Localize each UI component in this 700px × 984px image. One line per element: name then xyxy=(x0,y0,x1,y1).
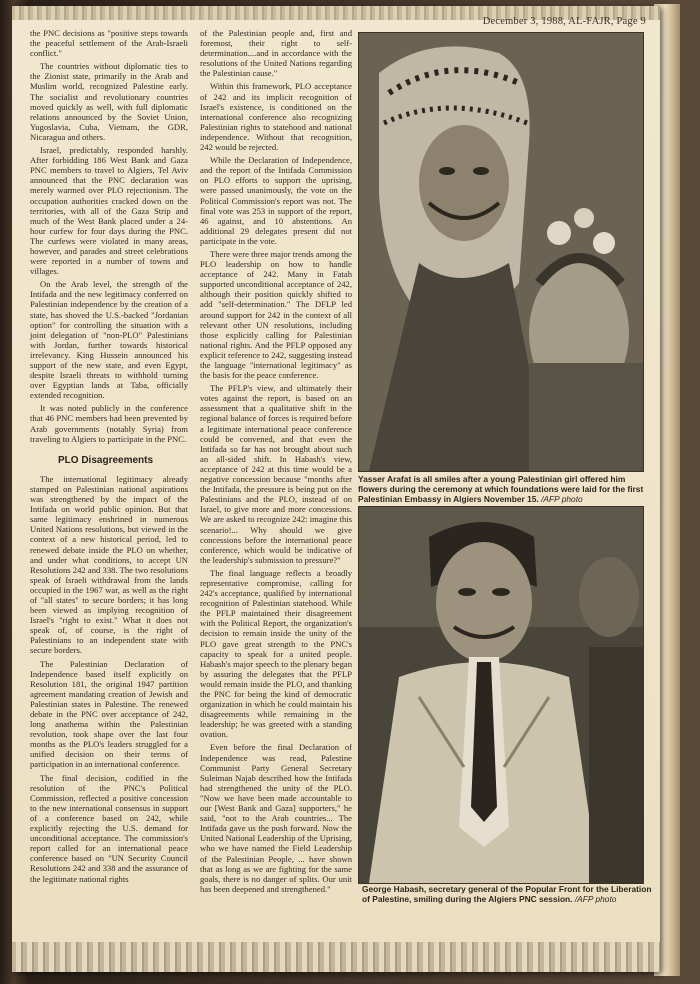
habash-photo xyxy=(358,506,644,884)
photo-caption-2 xyxy=(362,884,654,904)
paragraph: The final decision, codified in the resolution of the PNC's Political Commission, reflected a positive concession to the new international consensus in support of a conference based on 242, while explicitly rejecting the U.S. demand for unconditional acceptance. The commission's report called for an international peace conference based on "UN Security Council Resolutions 242 and 338 and the assurance of the legitimate national rights xyxy=(30,772,188,884)
photo-credit: /AFP photo xyxy=(574,894,617,904)
paragraph: The final language reflects a broadly representative compromise, calling for 242's acceptance, qualified by international recognition of Palestinian statehood. While the PFLP maintained their disagreement with the Political Report, the organization's decision to remain inside the unity of the PLO gave great strength to the PNC's capacity to speak for a united people. Habash's major speech to the plenary began by assuring the delegates that the PFLP would remain inside the PLO, and thanking the PNC for being the kind of democratic organization in which he could maintain his disagreements while remaining in the leadership; he was greeted with a standing ovation. xyxy=(200,567,352,740)
paragraph: The countries without diplomatic ties to the Zionist state, primarily in the Arab and Muslim world, recognized Palestine early. The socialist and revolutionary countries moved quickly as well, with full diplomatic relations announced by the Soviet Union, Yugoslavia, Cuba, Vietnam, the GDR, Nicaragua and others. xyxy=(30,61,188,142)
paragraph: the PNC decisions as "positive steps towards the peaceful settlement of the Arab-Israeli conflict." xyxy=(30,28,188,59)
arafat-photo-illustration xyxy=(359,33,643,471)
paragraph: Within this framework, PLO acceptance of 242 and its implicit recognition of Israel's existence, is conditioned on the international conference also recognizing Palestinian rights to statehood and national independence. Without that recognition, 242 would be rejected. xyxy=(200,81,352,153)
section-heading: PLO Disagreements xyxy=(58,454,154,466)
article-column-1 xyxy=(30,28,188,908)
paragraph: It was noted publicly in the conference that 46 PNC members had been prevented by Arab governments (notably Syria) from traveling to Algiers to participate in the PNC. xyxy=(30,403,188,444)
photo-credit: /AFP photo xyxy=(541,494,583,504)
torn-bottom-edge xyxy=(12,942,660,972)
paragraph: There were three major trends among the PLO leadership on how to handle acceptance of 242. Many in Fatah supported unconditional acceptance of 242, although their position quickly shifted to add "self-determination." The DFLP led around support for 242 in the context of all relevant other UN resolutions, including those explicitly calling for Palestinian national rights. And the PFLP opposed any explicit reference to 242, suggesting instead the language "international legitimacy" as the basis for the peace conference. xyxy=(200,248,352,381)
paragraph: The PFLP's view, and ultimately their votes against the report, is based on an assessment that a qualitative shift in the regional balance of forces is required before a legitimate international peace conference could be convened, and that even the Intifada so far has not brought about such an all-sided shift. In Habash's view, acceptance of 242 at this time would be a negative concession because "months after the Intifada, the pressure is being put on the Palestinians and the PLO, instead of on Israel, to give more and more concessions. We are asked to recognize 242: imagine this scenario!... Why should we give concessions before the international peace conference, which would be indicative of the leadership's submission to pressure?" xyxy=(200,383,352,565)
paragraph: Even before the final Declaration of Independence was read, Palestine Communist Party General Secretary Suleiman Najab described how the Intifada had strengthened the unity of the PLO. "Now we have been made accountable to our [West Bank and Gaza] supporters," he said, "not to the Arab countries... The Intifada gave us the push forward. Now the United National Leadership of the Uprising, who we have named the Field Leadership of the Palestinian People, ... have shown that as long as we are fighting for the same goals, there is no danger of splits. Our unit has been deepened and strengthened." xyxy=(200,742,352,894)
paragraph: Israel, predictably, responded harshly. After forbidding 186 West Bank and Gaza PNC members to travel to Algiers, Tel Aviv announced that the PNC declaration was merely warmed over PLO rejectionism. The occupation authorities cracked down on the territories, with all of the Gaza Strip and much of the West Bank placed under a 24-hour curfew for four days during the PNC. The curfews were violated in many areas, however, and parades and street celebrations were reported in a number of towns and villages. xyxy=(30,145,188,277)
article-column-2 xyxy=(200,28,352,903)
caption-text: George Habash, secretary general of the Popular Front for the Liberation of Palestine, smiling during the Algiers PNC session. xyxy=(362,884,652,904)
photo-caption-1 xyxy=(358,474,650,504)
paragraph: The Palestinian Declaration of Independence based itself explicitly on Resolution 181, the original 1947 partition agreement mandating creation of Jewish and Palestinian states in Palestine. The renewed debate in the PNC over acceptance of 242, long anathema within the Palestinian revolution, took shape over the last four months as the PLO's leaders struggled for a unified decision on their terms of participation in an international conference. xyxy=(30,658,188,770)
caption-text: Yasser Arafat is all smiles after a young Palestinian girl offered him flowers during the ceremony at which foundations were laid for the first Palestinian Embassy in Algiers November 15. xyxy=(358,474,644,504)
paragraph: of the Palestinian people and, first and foremost, their right to self-determination....and in accordance with the resolutions of the United Nations regarding the Palestinian cause." xyxy=(200,28,352,79)
habash-photo-illustration xyxy=(359,507,643,883)
paragraph: On the Arab level, the strength of the Intifada and the new legitimacy conferred on Palestinian independence by the creation of a state, has shoved the U.S.-backed "Jordanian option" for controlling the situation with a joint delegation of "non-PLO" Palestinians with Jordan, further towards historical irrelevancy. King Hussein announced his support of the new state, and even Egypt, despite Israeli threats to withhold turning over Egyptian lands at Taba, officially extended recognition. xyxy=(30,279,188,401)
newspaper-page xyxy=(12,6,660,972)
paragraph: While the Declaration of Independence, and the report of the Intifada Commission on PLO efforts to support the uprising, were passed unanimously, the vote on the Political Commission's report was not. The final vote was 253 in support of the report, 46 against, and 10 abstentions. An additional 29 delegates present did not participate in the vote. xyxy=(200,155,352,246)
paragraph: The international legitimacy already stamped on Palestinian national aspirations was strengthened by the impact of the Intifada on world public opinion. But that same legitimacy enshrined in numerous United Nations resolutions, but viewed in the context of a new historical period, led to renewed debate inside the PLO on whether, and under what conditions, to accept UN Resolutions 242 and 338. The two resolutions speak of Israeli withdrawal from the lands occupied in the 1967 war, as well as the right of "all states" to secure borders; it has long been viewed as implying recognition of Israel's "right to exist." What it does not speak of, of course, is the right of Palestinians to an independent state with secure borders. xyxy=(30,473,188,656)
running-head: December 3, 1988, AL-FAJR, Page 9 xyxy=(482,16,646,27)
arafat-photo xyxy=(358,32,644,472)
